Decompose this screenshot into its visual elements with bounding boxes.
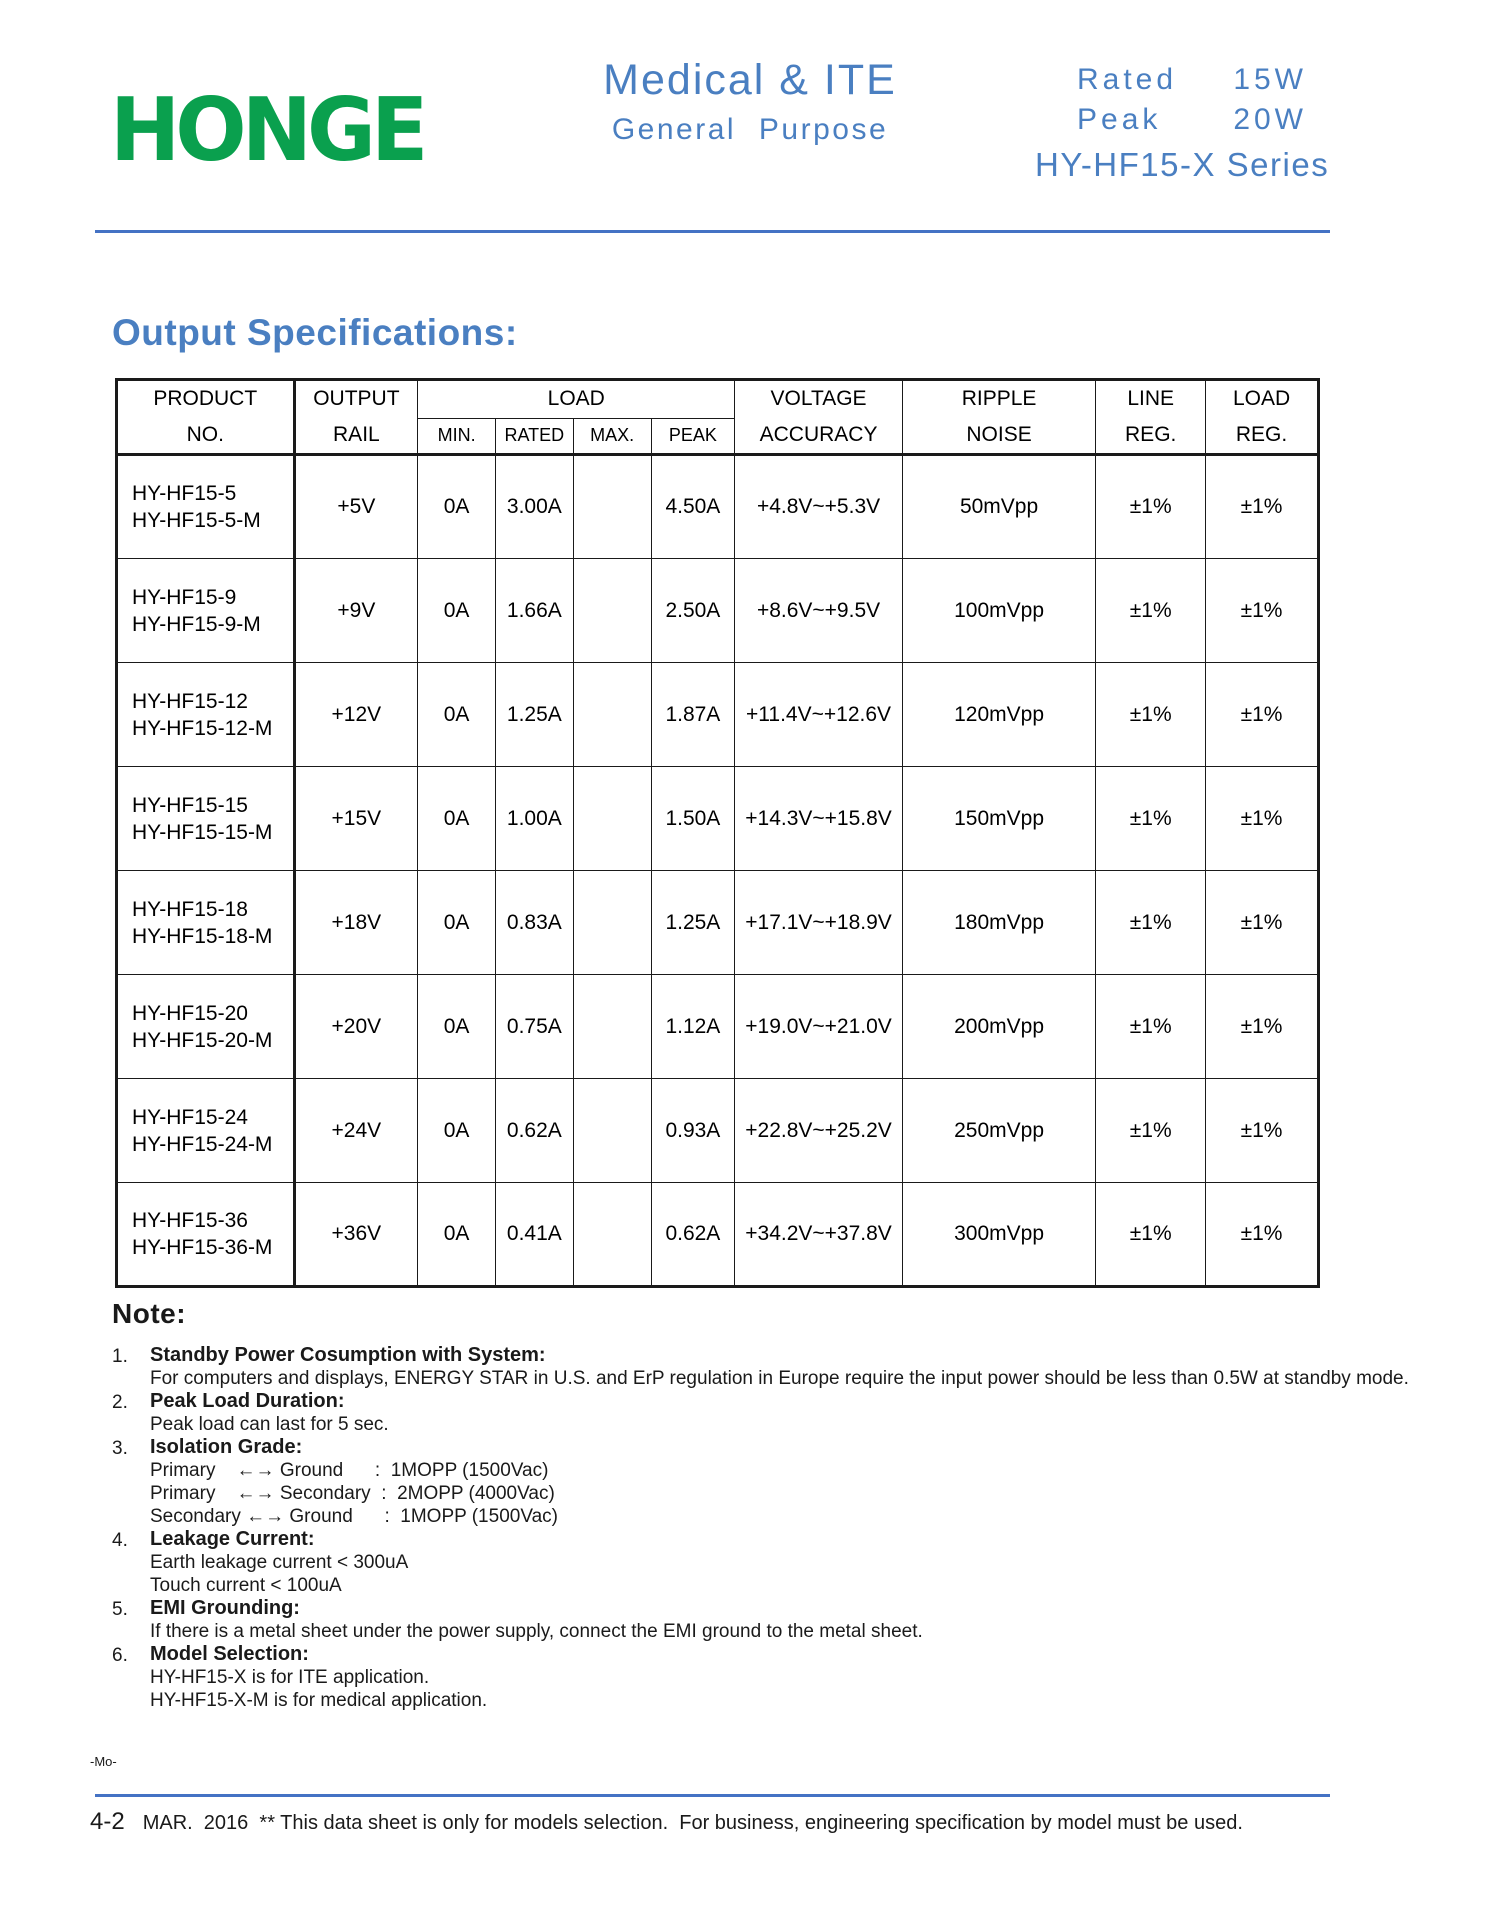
load-min-cell: 0A <box>418 1183 496 1287</box>
load-rated-cell: 1.66A <box>495 559 573 663</box>
output-rail-cell: +36V <box>294 1183 418 1287</box>
product-no-cell <box>117 767 295 871</box>
col-header-product-no <box>117 380 295 455</box>
line-reg-cell: ±1% <box>1096 1079 1206 1183</box>
ripple-noise-cell: 300mVpp <box>902 1183 1096 1287</box>
col-header-voltage-accuracy <box>735 380 903 455</box>
output-rail-cell: +18V <box>294 871 418 975</box>
product-model-medical: HY-HF15-12-M <box>132 716 273 740</box>
header-line: LINE <box>1127 387 1175 410</box>
load-min-cell: 0A <box>418 975 496 1079</box>
line-reg-cell: ±1% <box>1096 663 1206 767</box>
load-max-cell <box>573 663 651 767</box>
voltage-accuracy-cell: +14.3V~+15.8V <box>735 767 903 871</box>
ripple-noise-cell: 200mVpp <box>902 975 1096 1079</box>
load-max-cell <box>573 975 651 1079</box>
load-min-cell: 0A <box>418 455 496 559</box>
footer <box>90 1808 1243 1836</box>
rated-power-row <box>1077 60 1307 100</box>
voltage-accuracy-cell: +19.0V~+21.0V <box>735 975 903 1079</box>
header-line: OUTPUT <box>313 387 400 410</box>
voltage-accuracy-cell: +22.8V~+25.2V <box>735 1079 903 1183</box>
product-model-ite: HY-HF15-9 <box>132 585 237 609</box>
line-reg-cell: ±1% <box>1096 767 1206 871</box>
product-no-cell <box>117 663 295 767</box>
product-model-medical: HY-HF15-15-M <box>132 820 273 844</box>
rated-value: 15W <box>1233 63 1307 96</box>
footer-mark: -Mo- <box>90 1754 117 1769</box>
note-title: Peak Load Duration: <box>150 1390 345 1412</box>
header-line: NOISE <box>966 423 1032 446</box>
load-max-cell <box>573 455 651 559</box>
note-title: Isolation Grade: <box>150 1436 303 1458</box>
output-rail-cell: +12V <box>294 663 418 767</box>
col-header-load-peak: PEAK <box>651 418 735 455</box>
product-model-medical: HY-HF15-24-M <box>132 1132 273 1156</box>
rated-label: Rated <box>1077 63 1178 96</box>
note-title: Standby Power Cosumption with System: <box>150 1344 546 1366</box>
doc-subtitle: General Purpose <box>611 113 889 147</box>
output-rail-cell: +5V <box>294 455 418 559</box>
note-line: Secondary ←→ Ground : 1MOPP (1500Vac) <box>150 1506 558 1527</box>
note-line: HY-HF15-X-M is for medical application. <box>150 1690 488 1711</box>
note-line: If there is a metal sheet under the power supply, connect the EMI ground to the metal sheet. <box>150 1621 923 1642</box>
load-rated-cell: 1.25A <box>495 663 573 767</box>
footer-text: MAR. 2016 ** This data sheet is only for models selection. For business, engineering specification by model must be used. <box>142 1812 1243 1834</box>
load-min-cell: 0A <box>418 871 496 975</box>
note-item <box>112 1597 1412 1643</box>
load-reg-cell: ±1% <box>1206 1079 1319 1183</box>
table-row <box>117 767 1319 871</box>
load-reg-cell: ±1% <box>1206 871 1319 975</box>
voltage-accuracy-cell: +4.8V~+5.3V <box>735 455 903 559</box>
product-no-cell <box>117 559 295 663</box>
product-model-medical: HY-HF15-36-M <box>132 1236 273 1259</box>
note-title: EMI Grounding: <box>150 1597 300 1619</box>
output-rail-cell: +20V <box>294 975 418 1079</box>
note-number: 6. <box>112 1645 128 1666</box>
col-header-load-reg <box>1206 380 1319 455</box>
note-body <box>150 1390 1412 1436</box>
note-number: 1. <box>112 1346 128 1367</box>
note-title: Model Selection: <box>150 1643 309 1665</box>
doc-title-block <box>555 56 945 147</box>
product-model-ite: HY-HF15-12 <box>132 689 248 713</box>
note-line: Earth leakage current < 300uA <box>150 1552 409 1573</box>
note-line: Peak load can last for 5 sec. <box>150 1414 389 1435</box>
product-model-medical: HY-HF15-5-M <box>132 509 261 532</box>
load-max-cell <box>573 767 651 871</box>
load-peak-cell: 1.12A <box>651 975 735 1079</box>
load-rated-cell: 0.62A <box>495 1079 573 1183</box>
table-row <box>117 1079 1319 1183</box>
note-body <box>150 1436 1412 1528</box>
load-min-cell: 0A <box>418 559 496 663</box>
voltage-accuracy-cell: +11.4V~+12.6V <box>735 663 903 767</box>
note-number: 3. <box>112 1438 128 1459</box>
load-rated-cell: 3.00A <box>495 455 573 559</box>
line-reg-cell: ±1% <box>1096 1183 1206 1287</box>
note-number: 2. <box>112 1392 128 1413</box>
section-title: Output Specifications: <box>112 312 518 353</box>
product-no-cell <box>117 871 295 975</box>
header-line: PRODUCT <box>153 387 258 410</box>
load-reg-cell: ±1% <box>1206 663 1319 767</box>
table-header-row-1 <box>117 380 1319 419</box>
voltage-accuracy-cell: +17.1V~+18.9V <box>735 871 903 975</box>
load-reg-cell: ±1% <box>1206 1183 1319 1287</box>
header-line: ACCURACY <box>759 423 878 446</box>
col-header-line-reg <box>1096 380 1206 455</box>
load-reg-cell: ±1% <box>1206 975 1319 1079</box>
line-reg-cell: ±1% <box>1096 455 1206 559</box>
load-min-cell: 0A <box>418 1079 496 1183</box>
table-row <box>117 1183 1319 1287</box>
load-max-cell <box>573 1079 651 1183</box>
product-no-cell <box>117 1079 295 1183</box>
ripple-noise-cell: 250mVpp <box>902 1079 1096 1183</box>
note-body <box>150 1528 1412 1597</box>
header-line: REG. <box>1235 423 1288 446</box>
load-reg-cell: ±1% <box>1206 455 1319 559</box>
peak-value: 20W <box>1233 103 1307 136</box>
product-no-cell <box>117 455 295 559</box>
table-row <box>117 455 1319 559</box>
note-line: HY-HF15-X is for ITE application. <box>150 1667 430 1688</box>
line-reg-cell: ±1% <box>1096 871 1206 975</box>
product-model-medical: HY-HF15-18-M <box>132 924 273 948</box>
product-model-medical: HY-HF15-20-M <box>132 1028 273 1052</box>
col-header-output-rail <box>294 380 418 455</box>
header-line: NO. <box>186 423 224 446</box>
output-rail-cell: +24V <box>294 1079 418 1183</box>
notes-heading: Note: <box>112 1298 187 1329</box>
load-max-cell <box>573 559 651 663</box>
power-ratings-block <box>1035 60 1391 184</box>
load-peak-cell: 1.87A <box>651 663 735 767</box>
col-header-load-min: MIN. <box>418 418 496 455</box>
ripple-noise-cell: 150mVpp <box>902 767 1096 871</box>
note-title: Leakage Current: <box>150 1528 315 1550</box>
load-peak-cell: 0.62A <box>651 1183 735 1287</box>
load-peak-cell: 1.50A <box>651 767 735 871</box>
note-item <box>112 1390 1412 1436</box>
note-item <box>112 1436 1412 1528</box>
load-min-cell: 0A <box>418 767 496 871</box>
product-model-ite: HY-HF15-36 <box>132 1209 248 1232</box>
header-line: LOAD <box>1232 387 1291 410</box>
note-line: Primary ←→ Secondary : 2MOPP (4000Vac) <box>150 1483 555 1504</box>
load-reg-cell: ±1% <box>1206 559 1319 663</box>
output-spec-table-wrap <box>115 378 1320 1288</box>
col-header-load-max: MAX. <box>573 418 651 455</box>
col-header-load-rated: RATED <box>495 418 573 455</box>
load-peak-cell: 1.25A <box>651 871 735 975</box>
col-header-ripple-noise <box>902 380 1096 455</box>
ripple-noise-cell: 180mVpp <box>902 871 1096 975</box>
output-rail-cell: +9V <box>294 559 418 663</box>
note-number: 5. <box>112 1599 128 1620</box>
load-reg-cell: ±1% <box>1206 767 1319 871</box>
ripple-noise-cell: 50mVpp <box>902 455 1096 559</box>
load-peak-cell: 0.93A <box>651 1079 735 1183</box>
note-item <box>112 1344 1412 1390</box>
load-rated-cell: 0.75A <box>495 975 573 1079</box>
note-body <box>150 1344 1412 1390</box>
note-body <box>150 1643 1412 1712</box>
product-model-medical: HY-HF15-9-M <box>132 612 261 636</box>
load-rated-cell: 0.83A <box>495 871 573 975</box>
table-row <box>117 559 1319 663</box>
header-divider <box>95 230 1330 233</box>
header-line: RAIL <box>333 423 380 446</box>
load-min-cell: 0A <box>418 663 496 767</box>
table-row <box>117 871 1319 975</box>
table-row <box>117 975 1319 1079</box>
product-no-cell <box>117 1183 295 1287</box>
honge-logo: HONGE <box>110 78 424 181</box>
page-number: 4-2 <box>90 1808 125 1835</box>
note-line: For computers and displays, ENERGY STAR in U.S. and ErP regulation in Europe require the input power should be less than 0.5W at standby mode. <box>150 1368 1409 1389</box>
product-model-ite: HY-HF15-15 <box>132 793 248 817</box>
peak-power-row <box>1077 100 1307 140</box>
product-model-ite: HY-HF15-20 <box>132 1001 248 1025</box>
load-peak-cell: 4.50A <box>651 455 735 559</box>
voltage-accuracy-cell: +34.2V~+37.8V <box>735 1183 903 1287</box>
note-body <box>150 1597 1412 1643</box>
load-max-cell <box>573 871 651 975</box>
product-model-ite: HY-HF15-18 <box>132 897 248 921</box>
col-header-load-group: LOAD <box>418 380 735 419</box>
ripple-noise-cell: 100mVpp <box>902 559 1096 663</box>
note-line: Primary ←→ Ground : 1MOPP (1500Vac) <box>150 1460 549 1481</box>
product-model-ite: HY-HF15-24 <box>132 1105 248 1129</box>
footer-divider <box>95 1794 1330 1797</box>
product-model-ite: HY-HF15-5 <box>132 482 237 505</box>
doc-title: Medical & ITE <box>603 56 897 104</box>
table-row <box>117 663 1319 767</box>
notes-section <box>112 1298 1412 1712</box>
note-number: 4. <box>112 1530 128 1551</box>
header-line: VOLTAGE <box>770 387 867 410</box>
ripple-noise-cell: 120mVpp <box>902 663 1096 767</box>
note-item <box>112 1643 1412 1712</box>
product-no-cell <box>117 975 295 1079</box>
load-rated-cell: 0.41A <box>495 1183 573 1287</box>
note-item <box>112 1528 1412 1597</box>
voltage-accuracy-cell: +8.6V~+9.5V <box>735 559 903 663</box>
note-line: Touch current < 100uA <box>150 1575 342 1596</box>
line-reg-cell: ±1% <box>1096 975 1206 1079</box>
header-line: RIPPLE <box>961 387 1037 410</box>
load-rated-cell: 1.00A <box>495 767 573 871</box>
load-peak-cell: 2.50A <box>651 559 735 663</box>
peak-label: Peak <box>1077 103 1162 136</box>
header-line: REG. <box>1125 423 1177 446</box>
output-rail-cell: +15V <box>294 767 418 871</box>
output-specifications-table <box>115 378 1320 1288</box>
line-reg-cell: ±1% <box>1096 559 1206 663</box>
series-name: HY-HF15-X Series <box>1035 146 1330 183</box>
load-max-cell <box>573 1183 651 1287</box>
